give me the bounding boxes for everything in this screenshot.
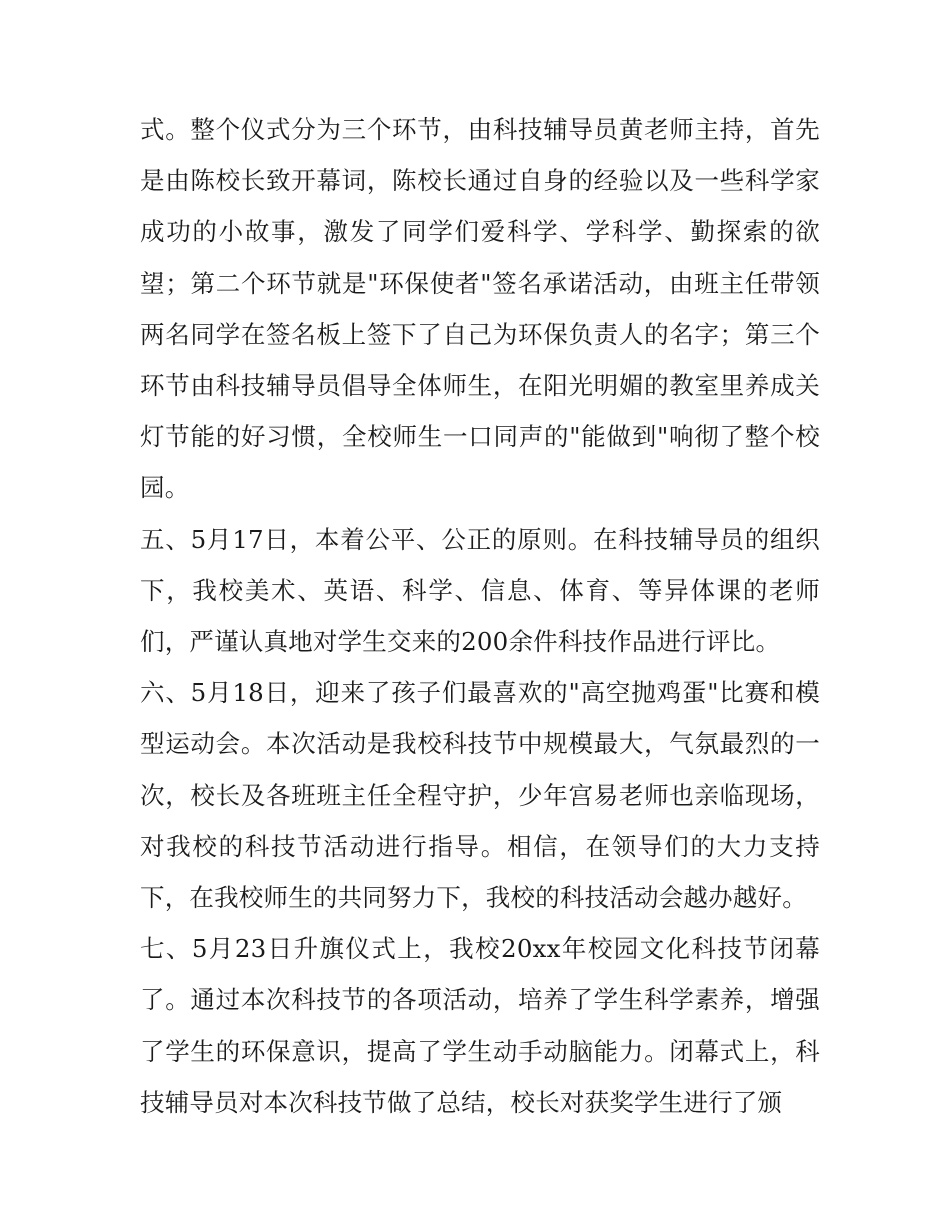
paragraph-item-six: 六、5月18日，迎来了孩子们最喜欢的"高空抛鸡蛋"比赛和模型运动会。本次活动是我校科技节中规模最大，气氛最烈的一次，校长及各班班主任全程守护，少年宫易老师也亲临现场，对我校的科技节活动进行指导。相信，在领导们的大力支持下，在我校师生的共同努力下，我校的科技活动会越办越好。 xyxy=(140,678,820,913)
paragraph-item-seven: 七、5月23日升旗仪式上，我校20xx年校园文化科技节闭幕了。通过本次科技节的各项活动，培养了学生科学素养，增强了学生的环保意识，提高了学生动手动脑能力。闭幕式上，科技辅导员对本次科技节做了总结，校长对获奖学生进行了颁 xyxy=(140,934,820,1117)
document-body xyxy=(140,104,820,1128)
paragraph-ceremony-continuation: 式。整个仪式分为三个环节，由科技辅导员黄老师主持，首先是由陈校长致开幕词，陈校长通过自身的经验以及一些科学家成功的小故事，激发了同学们爱科学、学科学、勤探索的欲望；第二个环节就是"环保使者"签名承诺活动，由班主任带领两名同学在签名板上签下了自己为环保负责人的名字；第三个环节由科技辅导员倡导全体师生，在阳光明媚的教室里养成关灯节能的好习惯，全校师生一口同声的"能做到"响彻了整个校园。 xyxy=(140,115,820,503)
paragraph-item-five: 五、5月17日，本着公平、公正的原则。在科技辅导员的组织下，我校美术、英语、科学、信息、体育、等异体课的老师们，严谨认真地对学生交来的200余件科技作品进行评比。 xyxy=(140,524,820,657)
